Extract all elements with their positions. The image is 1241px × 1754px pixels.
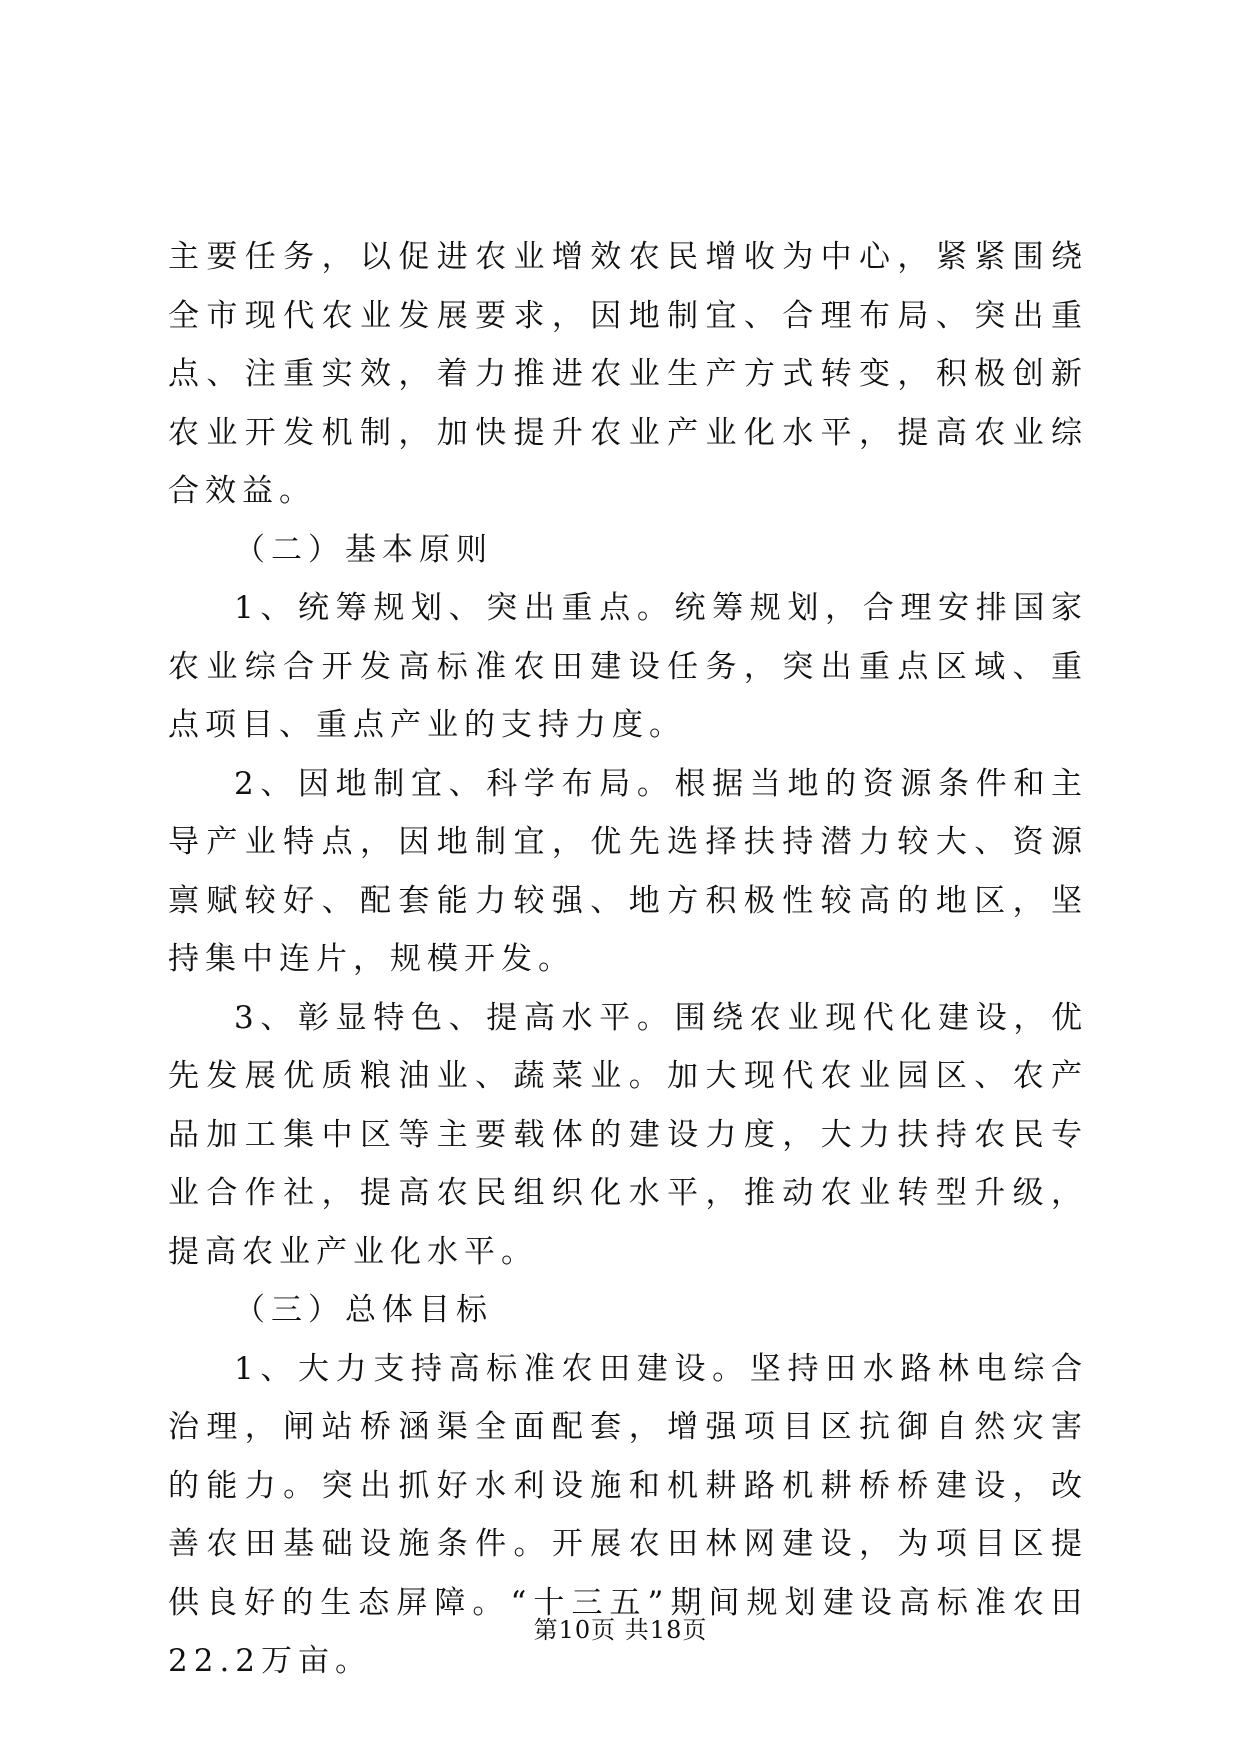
- paragraph-principle-3: 3、彰显特色、提高水平。围绕农业现代化建设，优先发展优质粮油业、蔬菜业。加大现代农业园区、农产品加工集中区等主要载体的建设力度，大力扶持农民专业合作社，提高农民组织化水平，推动农业转型升级，提高农业产业化水平。: [168, 999, 1088, 1270]
- paragraph-principle-1: 1、统筹规划、突出重点。统筹规划，合理安排国家农业综合开发高标准农田建设任务，突出重点区域、重点项目、重点产业的支持力度。: [168, 590, 1088, 743]
- document-body: [168, 228, 1088, 1691]
- paragraph-main-tasks: 主要任务，以促进农业增效农民增收为中心，紧紧围绕全市现代农业发展要求，因地制宜、合理布局、突出重点、注重实效，着力推进农业生产方式转变，积极创新农业开发机制，加快提升农业产业化水平，提高农业综合效益。: [168, 239, 1088, 509]
- paragraph-principle-2: 2、因地制宜、科学布局。根据当地的资源条件和主导产业特点，因地制宜，优先选择扶持潜力较大、资源禀赋较好、配套能力较强、地方积极性较高的地区，坚持集中连片，规模开发。: [168, 765, 1088, 977]
- paragraph-goal-1: 1、大力支持高标准农田建设。坚持田水路林电综合治理，闸站桥涵渠全面配套，增强项目区抗御自然灾害的能力。突出抓好水利设施和机耕路机耕桥桥建设，改善农田基础设施条件。开展农田林网建设，为项目区提供良好的生态屏障。“十三五”期间规划建设高标准农田22.2万亩。: [168, 1350, 1088, 1679]
- section-heading-basic-principles: （二）基本原则: [234, 531, 493, 568]
- page-number-footer: 第10页 共18页: [533, 1616, 708, 1644]
- section-heading-overall-goals: （三）总体目标: [234, 1292, 493, 1328]
